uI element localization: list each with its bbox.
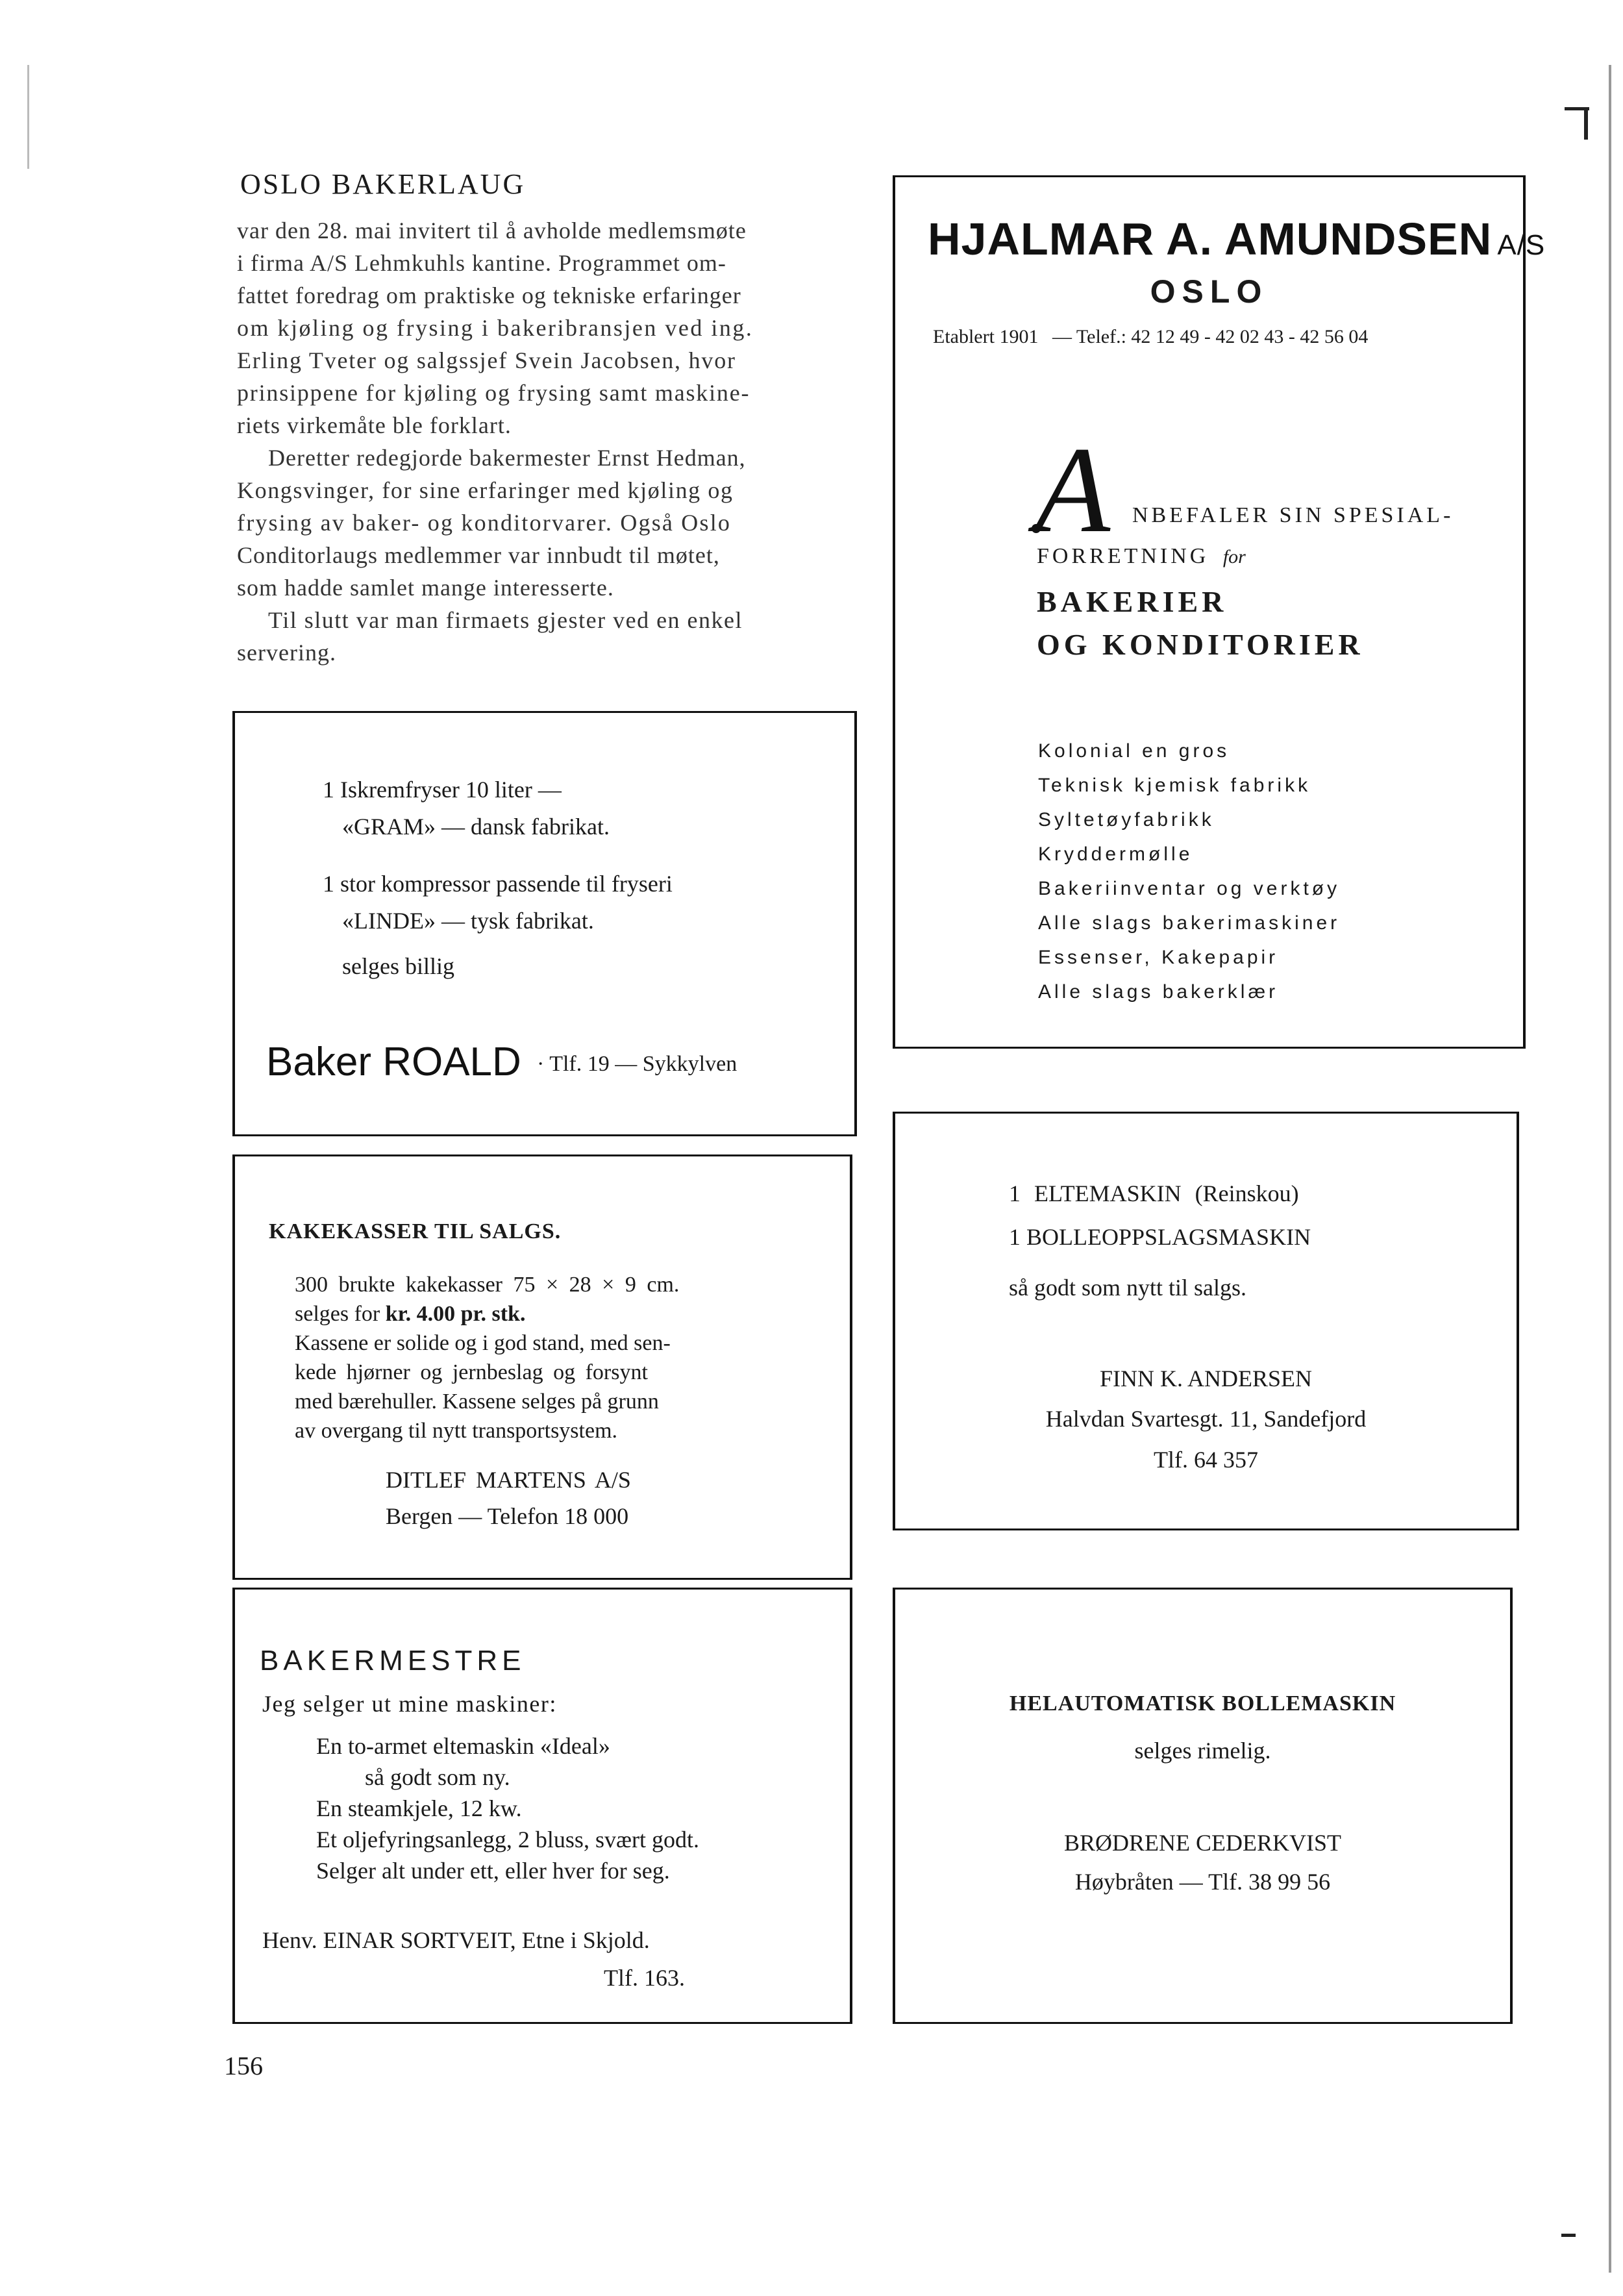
scan-edge-mark-right: [1609, 65, 1611, 2273]
kakekasser-price-line: [295, 1299, 679, 1329]
ad-finn-k-andersen: [893, 1112, 1519, 1530]
bakermestre-title: BAKERMESTRE: [260, 1645, 526, 1677]
scan-corner-mark-top-right-v: [1584, 107, 1588, 140]
kakekasser-price: kr. 4.00 pr. stk.: [385, 1302, 526, 1326]
amundsen-recommend-text: FORRETNING: [1037, 544, 1209, 568]
amundsen-phone: — Telef.: 42 12 49 - 42 02 43 - 42 56 04: [1052, 326, 1369, 347]
amundsen-item: Kolonial en gros: [1038, 740, 1230, 762]
article-line: Til slutt var man firmaets gjester ved en enkel: [268, 607, 743, 633]
kakekasser-price-prefix: selges for: [295, 1302, 380, 1326]
article-line: frysing av baker- og konditorvarer. Også Oslo: [237, 510, 732, 536]
eltemaskin-phone: Tlf. 64 357: [1154, 1447, 1258, 1473]
amundsen-recommend-line-1: NBEFALER SIN SPESIAL-: [1132, 503, 1454, 527]
article-line: Deretter redegjorde bakermester Ernst Hedman,: [268, 445, 746, 471]
amundsen-recommend-for: for: [1222, 546, 1246, 568]
page-number: 156: [224, 2051, 263, 2080]
amundsen-item-list: [1038, 734, 1340, 1009]
bakermestre-item: så godt som ny.: [365, 1764, 510, 1790]
bakermestre-phone: Tlf. 163.: [604, 1965, 685, 1991]
eltemaskin-line-3: så godt som nytt til salgs.: [1009, 1275, 1247, 1301]
ad-helautomatisk-bollemaskin: [893, 1588, 1513, 2024]
roald-contact: · Tlf. 19 — Sykkylven: [537, 1052, 737, 1076]
kakekasser-line: av overgang til nytt transportsystem.: [295, 1419, 618, 1443]
helautomatisk-contact: Høybråten — Tlf. 38 99 56: [1074, 1869, 1331, 1895]
roald-line-5: selges billig: [342, 953, 454, 979]
amundsen-suffix: A/S: [1497, 229, 1546, 261]
amundsen-name: [928, 213, 1545, 265]
scan-edge-mark-left: [27, 65, 29, 169]
bakermestre-item: Et oljefyringsanlegg, 2 bluss, svært godt.: [316, 1827, 699, 1853]
kakekasser-company: DITLEF MARTENS A/S: [386, 1467, 631, 1493]
helautomatisk-title: HELAUTOMATISK BOLLEMASKIN: [1009, 1691, 1396, 1716]
eltemaskin-line-2: 1 BOLLEOPPSLAGSMASKIN: [1009, 1224, 1311, 1250]
roald-name: Baker ROALD: [266, 1040, 521, 1084]
ad-baker-roald: [232, 711, 857, 1136]
article-line: i firma A/S Lehmkuhls kantine. Programmet om-: [237, 250, 726, 276]
article-line: Kongsvinger, for sine erfaringer med kjøling og: [237, 477, 734, 503]
bakermestre-items: [316, 1730, 699, 1886]
bakermestre-contact: Henv. EINAR SORTVEIT, Etne i Skjold.: [262, 1927, 650, 1953]
article-line: prinsippene for kjøling og frysing samt maskine-: [237, 380, 750, 406]
amundsen-heading-bakerier: BAKERIER: [1037, 585, 1228, 618]
eltemaskin-name: FINN K. ANDERSEN: [1099, 1366, 1313, 1391]
amundsen-item: Teknisk kjemisk fabrikk: [1038, 775, 1311, 796]
amundsen-established: Etablert 1901: [933, 326, 1039, 347]
eltemaskin-address: Halvdan Svartesgt. 11, Sandefjord: [1045, 1406, 1367, 1432]
roald-line-4: «LINDE» — tysk fabrikat.: [342, 908, 594, 934]
kakekasser-line: Kassene er solide og i god stand, med sen-: [295, 1331, 671, 1355]
amundsen-contact: [933, 326, 1368, 348]
article-line: fattet foredrag om praktiske og tekniske erfaringer: [237, 282, 741, 308]
amundsen-item: Syltetøyfabrikk: [1038, 809, 1215, 830]
kakekasser-contact: Bergen — Telefon 18 000: [386, 1503, 629, 1529]
kakekasser-line: kede hjørner og jernbeslag og forsynt: [295, 1360, 648, 1384]
kakekasser-line: med bærehuller. Kassene selges på grunn: [295, 1390, 659, 1414]
amundsen-item: Kryddermølle: [1038, 843, 1193, 865]
amundsen-initial-a: A: [1035, 422, 1111, 558]
eltemaskin-line-1: 1 ELTEMASKIN (Reinskou): [1009, 1180, 1299, 1206]
amundsen-recommend-line-2: [1037, 544, 1246, 569]
ad-hjalmar-amundsen: [893, 175, 1546, 1049]
kakekasser-body: [295, 1270, 679, 1445]
amundsen-item: Bakeriinventar og verktøy: [1038, 878, 1341, 899]
kakekasser-line: 300 brukte kakekasser 75 × 28 × 9 cm.: [295, 1273, 680, 1297]
article-line: om kjøling og frysing i bakeribransjen ved ing.: [237, 315, 754, 341]
bakermestre-item: En steamkjele, 12 kw.: [316, 1795, 522, 1821]
article-title: OSLO BAKERLAUG: [240, 168, 526, 200]
roald-line-1: 1 Iskremfryser 10 liter —: [323, 777, 562, 803]
ad-kakekasser: [232, 1154, 852, 1580]
helautomatisk-line-1: selges rimelig.: [1134, 1738, 1271, 1764]
article-line: riets virkemåte ble forklart.: [237, 412, 512, 438]
bakermestre-item: Selger alt under ett, eller hver for seg.: [316, 1858, 670, 1884]
amundsen-heading-konditorier: OG KONDITORIER: [1037, 628, 1364, 661]
article-line: servering.: [237, 640, 336, 666]
amundsen-name-text: HJALMAR A. AMUNDSEN: [928, 214, 1493, 264]
article-line: var den 28. mai invitert til å avholde medlemsmøte: [237, 218, 747, 243]
article-line: Erling Tveter og salgssjef Svein Jacobsen, hvor: [237, 347, 736, 373]
helautomatisk-company: BRØDRENE CEDERKVIST: [1063, 1830, 1341, 1856]
amundsen-item: Alle slags bakerklær: [1038, 981, 1279, 1003]
roald-line-3: 1 stor kompressor passende til fryseri: [323, 871, 673, 897]
roald-line-2: «GRAM» — dansk fabrikat.: [342, 814, 610, 840]
bakermestre-intro: Jeg selger ut mine maskiner:: [262, 1691, 557, 1717]
bakermestre-item: En to-armet eltemaskin «Ideal»: [316, 1733, 610, 1759]
amundsen-city: OSLO: [1150, 273, 1269, 310]
article-body: [237, 214, 860, 669]
scan-corner-mark-bottom-right: [1561, 2234, 1576, 2237]
article-line: som hadde samlet mange interesserte.: [237, 575, 614, 601]
ad-bakermestre: [232, 1588, 852, 2024]
article-line: Conditorlaugs medlemmer var innbudt til møtet,: [237, 542, 720, 568]
amundsen-item: Alle slags bakerimaskiner: [1038, 912, 1341, 934]
amundsen-item: Essenser, Kakepapir: [1038, 947, 1279, 968]
kakekasser-title: KAKEKASSER TIL SALGS.: [269, 1219, 562, 1243]
